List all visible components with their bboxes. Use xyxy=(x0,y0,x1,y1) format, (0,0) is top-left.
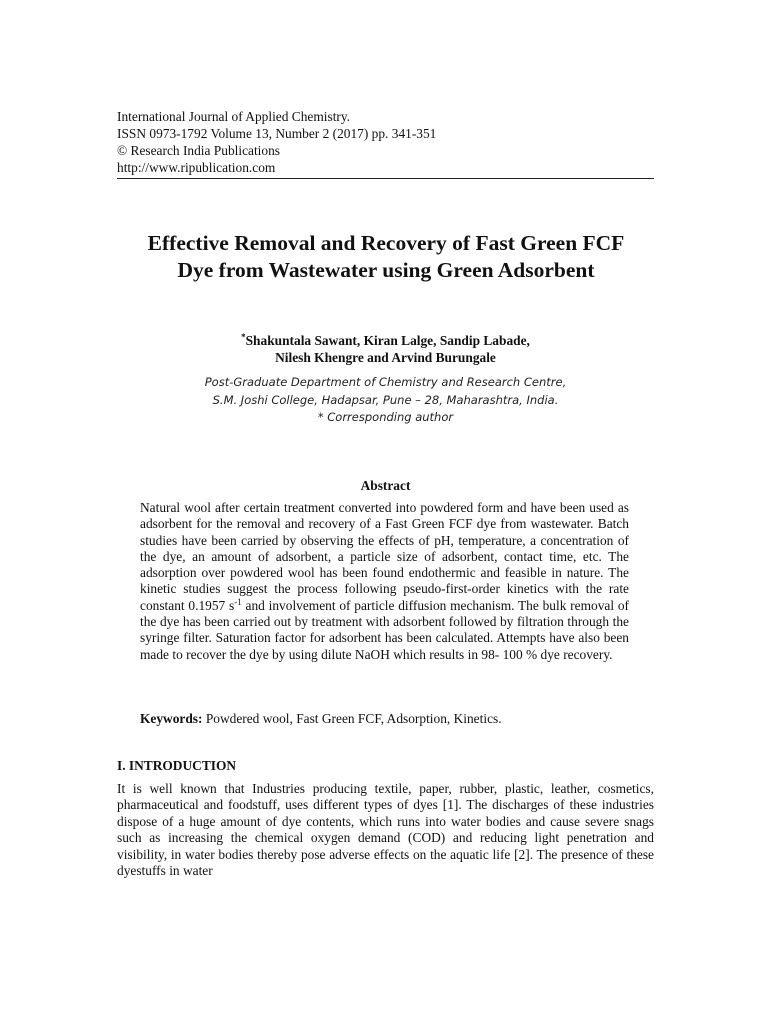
paper-title-line-1: Effective Removal and Recovery of Fast Green FCF xyxy=(147,231,625,255)
paper-title-line-2: Dye from Wastewater using Green Adsorbent xyxy=(177,258,595,282)
abstract-text-rest: and involvement of particle diffusion mechanism. The bulk removal of the dye has been carried out by treatment with adsorbent followed by filtration through the syringe filter. Saturation factor for adsorbent has been calculated. Attempts have also been made to recover the dye by using dilute NaOH which results in 98- 100 % dye recovery. xyxy=(140,597,629,662)
affiliation xyxy=(117,374,654,427)
journal-header xyxy=(117,108,654,176)
journal-name: International Journal of Applied Chemistry. xyxy=(117,109,351,124)
keywords-list: Powdered wool, Fast Green FCF, Adsorption, Kinetics. xyxy=(202,711,502,726)
journal-issn: ISSN 0973-1792 Volume 13, Number 2 (2017) pp. 341-351 xyxy=(117,126,437,141)
corresponding-marker: * xyxy=(241,332,246,342)
abstract-heading: Abstract xyxy=(360,478,411,493)
header-divider xyxy=(117,178,654,179)
rate-constant-exponent: -1 xyxy=(234,596,242,607)
affiliation-line-2: S.M. Joshi College, Hadapsar, Pune – 28, Maharashtra, India. xyxy=(212,392,559,407)
introduction-heading: I. INTRODUCTION xyxy=(117,758,237,773)
affiliation-line-1: Post-Graduate Department of Chemistry and Research Centre, xyxy=(204,375,567,389)
corresponding-author-note: * Corresponding author xyxy=(317,410,454,424)
authors-line-1: Shakuntala Sawant, Kiran Lalge, Sandip Labade, xyxy=(245,333,530,348)
journal-publisher: © Research India Publications xyxy=(117,143,281,158)
abstract-text xyxy=(140,500,629,663)
keywords xyxy=(140,710,629,727)
journal-url[interactable]: http://www.ripublication.com xyxy=(117,160,276,175)
introduction-text: It is well known that Industries producing textile, paper, rubber, plastic, leather, cosmetics, pharmaceutical and foodstuff, uses different types of dyes [1]. The discharges of these industries dispose of a huge amount of dye contents, which runs into water bodies and cause severe snags such as increasing the chemical oxygen demand (COD) and reducing light penetration and visibility, in water bodies thereby pose adverse effects on the aquatic life [2]. The presence of these dyestuffs in water xyxy=(117,781,654,879)
keywords-label: Keywords: xyxy=(140,711,203,726)
authors-line-2: Nilesh Khengre and Arvind Burungale xyxy=(275,350,496,365)
paper-title xyxy=(96,230,676,284)
author-list xyxy=(117,332,654,366)
abstract-text-main: Natural wool after certain treatment converted into powdered form and have been used as adsorbent for the removal and recovery of a Fast Green FCF dye from wastewater. Batch studies have been carried by observing the effects of pH, temperature, a concentration of the dye, an amount of adsorbent, a particle size of adsorbent, contact time, etc. The adsorption over powdered wool has been found endothermic and feasible in nature. The kinetic studies suggest the process following pseudo-first-order kinetics with the rate constant 0.1957 s xyxy=(140,500,629,613)
